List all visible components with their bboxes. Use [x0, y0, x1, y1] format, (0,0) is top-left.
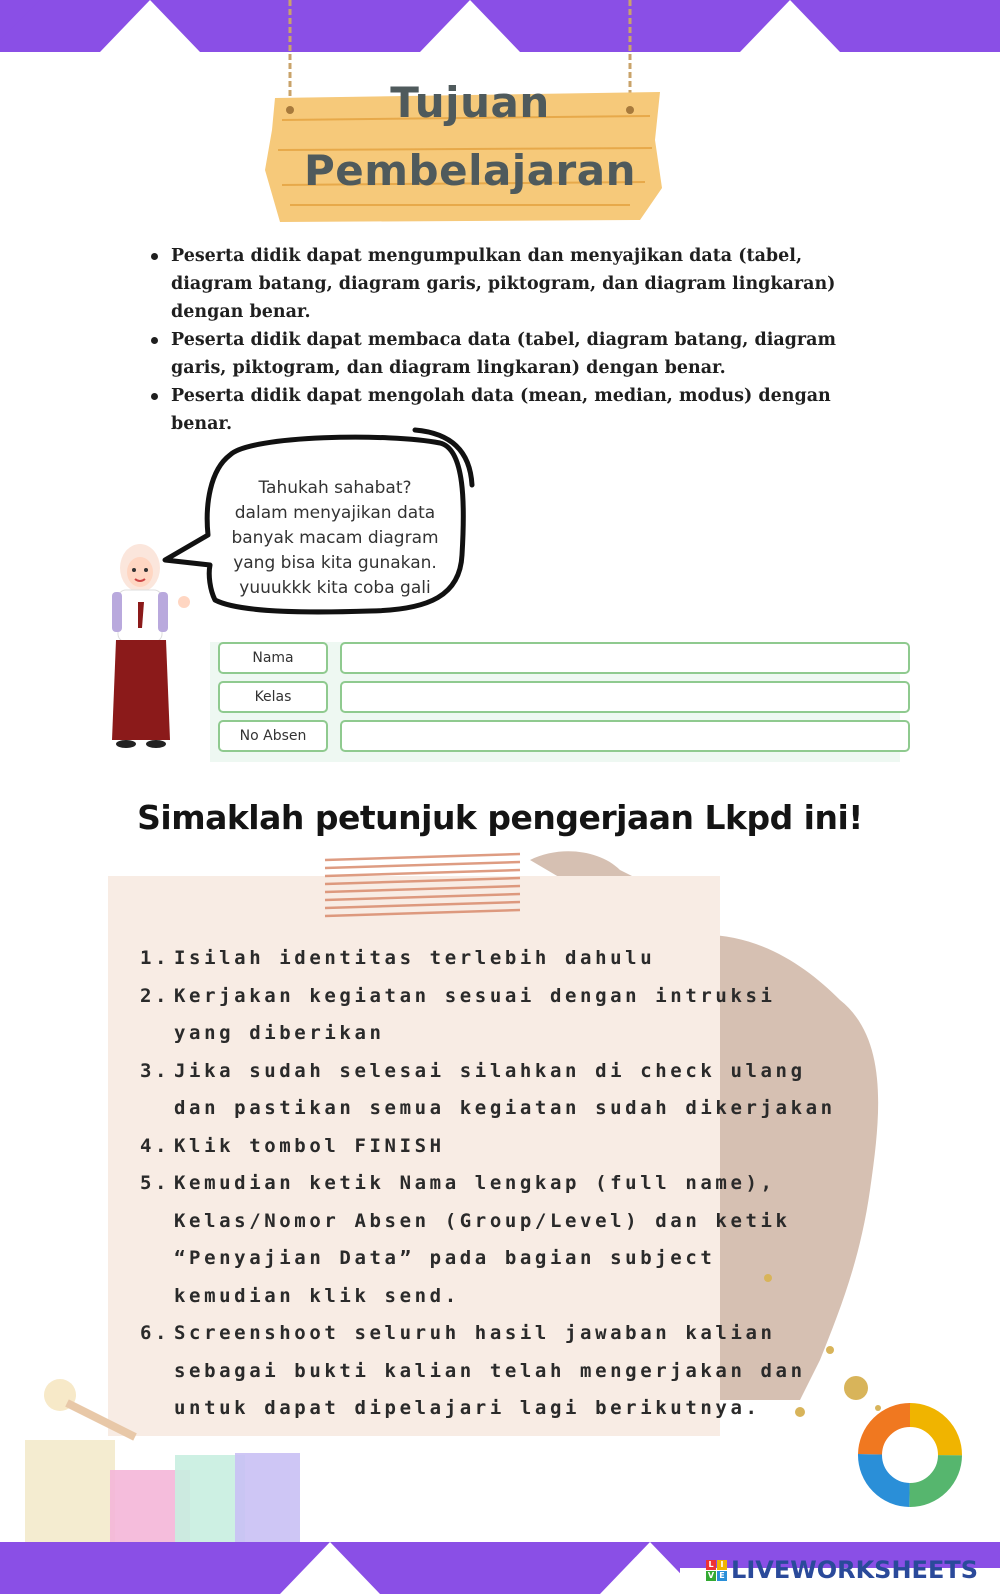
bubble-line: dalam menyajikan data: [234, 503, 436, 523]
step-text: Jika sudah selesai silahkan di check ulang dan pastikan semua kegiatan sudah dikerjakan: [174, 1059, 836, 1119]
bubble-text: [210, 476, 460, 601]
no-absen-input[interactable]: [340, 720, 910, 752]
no-absen-label: No Absen: [218, 720, 328, 752]
bubble-line: banyak macam diagram: [231, 528, 439, 548]
step-item: [140, 940, 840, 978]
form-row-nama: [218, 642, 898, 672]
step-text: Kerjakan kegiatan sesuai dengan intruksi yang diberikan: [174, 984, 776, 1044]
objectives-list: [145, 242, 871, 438]
step-text: Klik tombol FINISH: [174, 1134, 445, 1157]
nama-input[interactable]: [340, 642, 910, 674]
form-row-kelas: [218, 681, 898, 711]
step-item: [140, 978, 840, 1053]
step-item: [140, 1165, 840, 1315]
objective-item: Peserta didik dapat mengolah data (mean, median, modus) dengan benar.: [171, 382, 871, 438]
step-text: Kemudian ketik Nama lengkap (full name), Kelas/Nomor Absen (Group/Level) dan ketik “Penyajian Data” pada bagian subject kemudian klik send.: [174, 1172, 791, 1307]
objective-item: Peserta didik dapat membaca data (tabel, diagram batang, diagram garis, piktogram, dan diagram lingkaran) dengan benar.: [171, 326, 871, 382]
step-text: Screenshoot seluruh hasil jawaban kalian sebagai bukti kalian telah mengerjakan dan untuk dapat dipelajari lagi berikutnya.: [174, 1322, 806, 1419]
sign-title-line2: Pembelajaran: [303, 146, 636, 195]
step-item: [140, 1053, 840, 1128]
step-number: 1.: [140, 947, 171, 969]
form-row-no-absen: [218, 720, 898, 750]
brand-name: LIVEWORKSHEETS: [731, 1556, 978, 1584]
bubble-line: Tahukah sahabat?: [258, 478, 412, 498]
bubble-line: yuuukkk kita coba gali: [239, 578, 431, 598]
student-girl-illustration: [98, 540, 198, 755]
donut-chart-decoration: [855, 1400, 965, 1510]
sign-title-line1: Tujuan: [390, 78, 550, 127]
step-number: 2.: [140, 984, 171, 1007]
instruction-steps: [140, 940, 840, 1428]
instructions-heading: Simaklah petunjuk pengerjaan Lkpd ini!: [137, 798, 863, 837]
kelas-label: Kelas: [218, 681, 328, 713]
liveworksheets-brand[interactable]: [706, 1556, 978, 1584]
nama-label: Nama: [218, 642, 328, 674]
step-item: [140, 1128, 840, 1166]
step-number: 4.: [140, 1134, 171, 1157]
bubble-line: yang bisa kita gunakan.: [233, 553, 437, 573]
step-text: Isilah identitas terlebih dahulu: [174, 947, 656, 969]
step-number: 6.: [140, 1322, 171, 1344]
kelas-input[interactable]: [340, 681, 910, 713]
gold-speckles-decoration: [760, 1270, 900, 1420]
step-number: 3.: [140, 1059, 171, 1082]
step-number: 5.: [140, 1172, 171, 1194]
objective-item: Peserta didik dapat mengumpulkan dan menyajikan data (tabel, diagram batang, diagram garis, piktogram, dan diagram lingkaran) dengan benar.: [171, 242, 871, 326]
liveworksheets-logo-icon: L I V E: [706, 1560, 727, 1581]
